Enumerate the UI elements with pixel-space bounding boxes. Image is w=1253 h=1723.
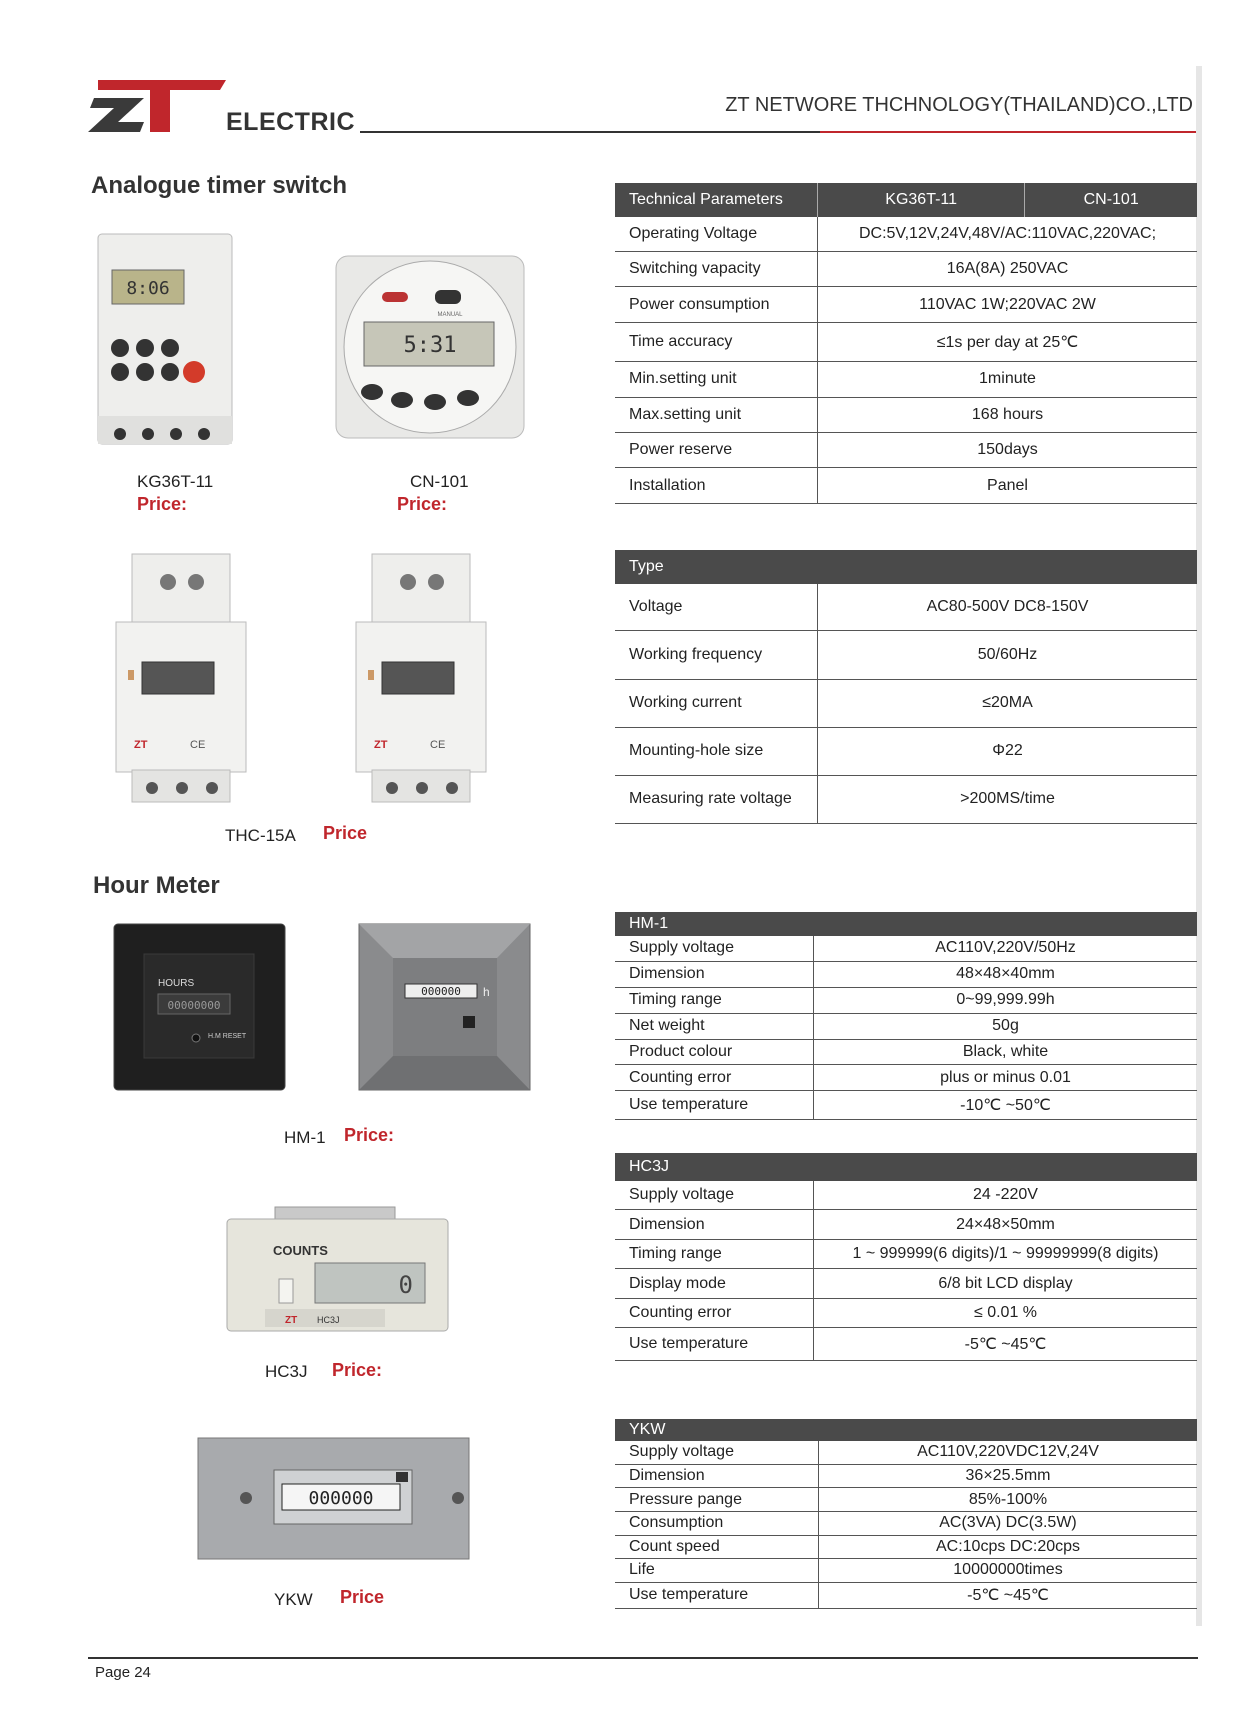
ykw-price: Price [340,1587,385,1607]
param-value: 48×48×40mm [814,961,1198,987]
param-label: Power reserve [615,433,818,468]
hm1-spec-table [615,912,1197,1120]
table-row [615,679,1197,727]
thc15a-model: THC-15A [225,826,296,845]
table-row [615,1210,1197,1240]
param-value: 36×25.5mm [819,1464,1198,1488]
table-row [615,252,1197,287]
param-value: 168 hours [818,397,1198,432]
param-value: 110VAC 1W;220VAC 2W [818,287,1198,322]
param-label: Pressure pange [615,1488,819,1512]
param-label: Count speed [615,1535,819,1559]
hm1-header: HM-1 [615,912,1197,936]
type-header: Type [615,550,1197,584]
svg-text:000000: 000000 [421,985,461,998]
param-value: 24 -220V [814,1181,1198,1210]
param-label: Power consumption [615,287,818,322]
table-row [615,1091,1197,1120]
table-row [615,1239,1197,1269]
svg-text:CE: CE [430,739,446,751]
hc3j-header: HC3J [615,1153,1197,1181]
timer-header-kg36t: KG36T-11 [818,183,1025,217]
param-label: Use temperature [615,1582,819,1608]
param-label: Supply voltage [615,1181,814,1210]
param-value: ≤20MA [818,679,1198,727]
kg36t-price: Price: [137,494,188,514]
param-value: -5℃ ~45℃ [819,1582,1198,1608]
section-title-hour-meter: Hour Meter [93,872,220,899]
param-value: 10000000times [819,1559,1198,1583]
table-row [615,1039,1197,1065]
hc3j-spec-table [615,1153,1197,1361]
type-spec-table [615,550,1197,824]
table-row [615,1298,1197,1328]
svg-text:HC3J: HC3J [317,1315,340,1325]
param-value: 50g [814,1013,1198,1039]
param-label: Timing range [615,987,814,1013]
param-value: Black, white [814,1039,1198,1065]
table-row [615,1488,1197,1512]
table-row [615,433,1197,468]
kg36t-product-image [90,230,240,455]
table-row [615,217,1197,252]
table-row [615,1328,1197,1361]
svg-text:5:31: 5:31 [403,333,457,358]
param-label: Life [615,1559,819,1583]
param-label: Working frequency [615,631,818,679]
svg-text:0: 0 [398,1271,413,1299]
table-row [615,1582,1197,1608]
table-row [615,1535,1197,1559]
hc3j-model: HC3J [265,1362,308,1381]
table-row [615,397,1197,432]
table-row [615,1065,1197,1091]
svg-text:MANUAL: MANUAL [437,312,463,318]
param-label: Dimension [615,961,814,987]
table-row [615,961,1197,987]
section-title-analogue: Analogue timer switch [91,172,348,199]
svg-text:ZT: ZT [134,739,148,751]
param-value: -10℃ ~50℃ [814,1091,1198,1120]
param-value: 6/8 bit LCD display [814,1269,1198,1299]
param-label: Display mode [615,1269,814,1299]
table-row [615,1013,1197,1039]
hc3j-product-image [225,1205,450,1335]
param-label: Use temperature [615,1091,814,1120]
table-row [615,727,1197,775]
hm1-product-image-grey [357,922,532,1092]
timer-header-label: Technical Parameters [615,183,818,217]
param-value: plus or minus 0.01 [814,1065,1198,1091]
param-value: Φ22 [818,727,1198,775]
timer-header-cn101: CN-101 [1025,183,1197,217]
param-label: Counting error [615,1065,814,1091]
ykw-header: YKW [615,1419,1197,1441]
ykw-spec-table [615,1419,1197,1609]
table-row [615,987,1197,1013]
param-label: Mounting-hole size [615,727,818,775]
table-row [615,1269,1197,1299]
param-value: 16A(8A) 250VAC [818,252,1198,287]
param-label: Working current [615,679,818,727]
svg-text:8:06: 8:06 [126,278,170,299]
table-row [615,1511,1197,1535]
table-row [615,1181,1197,1210]
param-label: Supply voltage [615,936,814,961]
thc15a-price: Price [323,823,368,843]
header-rule-accent [820,131,1198,133]
param-value: -5℃ ~45℃ [814,1328,1198,1361]
hc3j-price: Price: [332,1360,383,1380]
zt-logo [88,74,228,138]
param-value: 150days [818,433,1198,468]
param-label: Product colour [615,1039,814,1065]
param-value: 1 ~ 999999(6 digits)/1 ~ 99999999(8 digits) [814,1239,1198,1269]
param-label: Timing range [615,1239,814,1269]
svg-text:h: h [483,985,490,999]
company-name: ZT NETWORE THCHNOLOGY(THAILAND)CO.,LTD [725,94,1193,116]
timer-spec-table [615,183,1197,504]
param-label: Counting error [615,1298,814,1328]
kg36t-model: KG36T-11 [137,472,214,491]
hm1-price: Price: [344,1125,395,1145]
param-value: 0~99,999.99h [814,987,1198,1013]
table-row [615,936,1197,961]
table-row [615,584,1197,631]
param-label: Dimension [615,1464,819,1488]
table-row [615,468,1197,504]
thc15a-product-image-2 [352,552,490,804]
param-label: Net weight [615,1013,814,1039]
param-value: 85%-100% [819,1488,1198,1512]
svg-text:HOURS: HOURS [158,978,195,989]
ykw-product-image [196,1436,471,1561]
param-label: Operating Voltage [615,217,818,252]
param-value: ≤ 0.01 % [814,1298,1198,1328]
param-value: AC80-500V DC8-150V [818,584,1198,631]
param-label: Dimension [615,1210,814,1240]
table-row [615,322,1197,361]
svg-text:COUNTS: COUNTS [273,1243,328,1258]
param-label: Use temperature [615,1328,814,1361]
svg-text:CE: CE [190,739,206,751]
param-label: Min.setting unit [615,362,818,397]
svg-text:00000000: 00000000 [167,999,221,1012]
table-row [615,362,1197,397]
param-label: Installation [615,468,818,504]
param-value: ≤1s per day at 25℃ [818,322,1198,361]
param-label: Voltage [615,584,818,631]
table-row [615,1464,1197,1488]
cn101-model: CN-101 [410,472,469,491]
page-number: Page 24 [95,1664,151,1681]
table-row [615,287,1197,322]
table-row [615,1441,1197,1464]
param-value: >200MS/time [818,775,1198,823]
param-label: Time accuracy [615,322,818,361]
param-value: 24×48×50mm [814,1210,1198,1240]
param-value: 1minute [818,362,1198,397]
svg-text:000000: 000000 [308,1488,374,1509]
param-value: DC:5V,12V,24V,48V/AC:110VAC,220VAC; [818,217,1198,252]
hm1-product-image-black [112,922,287,1092]
brand-name: ELECTRIC [226,108,355,136]
param-value: AC(3VA) DC(3.5W) [819,1511,1198,1535]
hm1-model: HM-1 [284,1128,326,1147]
param-label: Switching vapacity [615,252,818,287]
table-row [615,1559,1197,1583]
param-label: Max.setting unit [615,397,818,432]
ykw-model: YKW [274,1590,313,1609]
param-value: Panel [818,468,1198,504]
param-value: AC110V,220V/50Hz [814,936,1198,961]
table-row [615,775,1197,823]
param-label: Measuring rate voltage [615,775,818,823]
svg-text:H.M RESET: H.M RESET [208,1033,247,1040]
param-label: Consumption [615,1511,819,1535]
param-value: AC110V,220VDC12V,24V [819,1441,1198,1464]
thc15a-product-image-1 [112,552,250,804]
table-row [615,631,1197,679]
param-value: AC:10cps DC:20cps [819,1535,1198,1559]
svg-text:ZT: ZT [374,739,388,751]
param-value: 50/60Hz [818,631,1198,679]
cn101-price: Price: [397,494,448,514]
cn101-product-image [330,252,530,442]
footer-rule [88,1657,1198,1659]
svg-text:ZT: ZT [285,1315,298,1326]
param-label: Supply voltage [615,1441,819,1464]
